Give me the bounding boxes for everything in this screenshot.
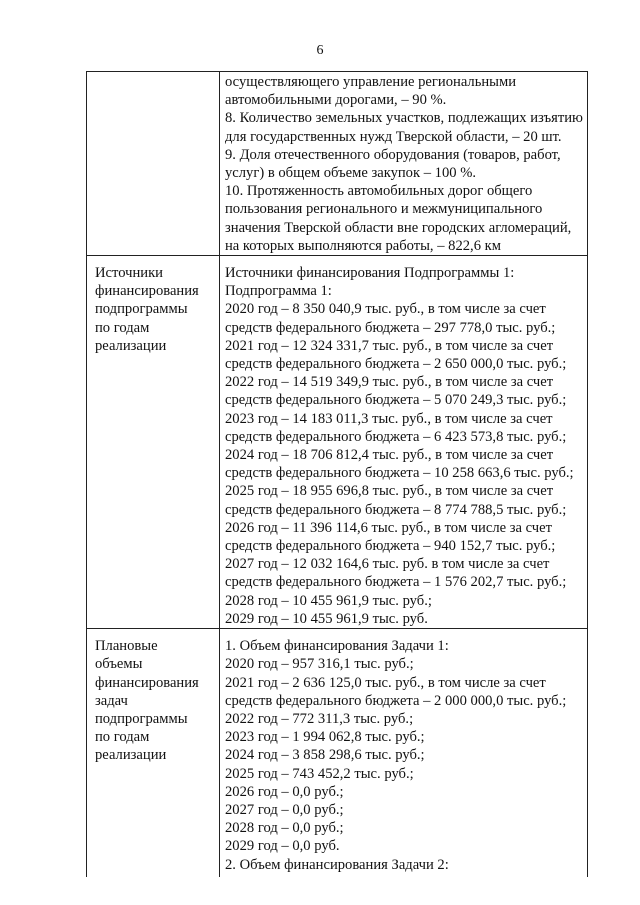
content-line: 2029 год – 0,0 руб.: [225, 838, 340, 855]
content-line: на которых выполняются работы, – 822,6 км: [225, 237, 501, 254]
content-line: 2027 год – 0,0 руб.;: [225, 801, 344, 818]
content-line: средств федерального бюджета – 5 070 249,3 тыс. руб.;: [225, 392, 567, 409]
content-line: 2026 год – 0,0 руб.;: [225, 783, 344, 800]
row-content-cell: [220, 256, 588, 629]
page-number: 6: [316, 43, 324, 58]
content-line: средств федерального бюджета – 2 000 000,0 тыс. руб.;: [225, 692, 567, 709]
content-line: 2024 год – 18 706 812,4 тыс. руб., в том числе за счет: [225, 447, 554, 464]
content-line: 2024 год – 3 858 298,6 тыс. руб.;: [225, 747, 425, 764]
content-line: средств федерального бюджета – 8 774 788,5 тыс. руб.;: [225, 501, 567, 518]
content-line: автомобильными дорогами, – 90 %.: [225, 92, 447, 109]
content-line: 1. Объем финансирования Задачи 1:: [225, 638, 449, 655]
content-line: 2025 год – 18 955 696,8 тыс. руб., в том числе за счет: [225, 483, 554, 500]
content-line: значения Тверской области вне городских агломераций,: [225, 219, 572, 236]
content-line: средств федерального бюджета – 6 423 573,8 тыс. руб.;: [225, 428, 567, 445]
content-line: 2029 год – 10 455 961,9 тыс. руб.: [225, 610, 428, 627]
content-line: средств федерального бюджета – 940 152,7 тыс. руб.;: [225, 538, 556, 555]
content-line: пользования регионального и межмуниципального: [225, 201, 543, 218]
table-row-indicators: [87, 72, 588, 256]
label-line: задач: [95, 692, 128, 709]
label-line: финансирования: [95, 283, 199, 300]
label-line: Источники: [95, 265, 163, 282]
passport-table: [86, 71, 588, 877]
content-line: 2028 год – 0,0 руб.;: [225, 820, 344, 837]
content-line: 2. Объем финансирования Задачи 2:: [225, 856, 449, 873]
content-line: 2027 год – 12 032 164,6 тыс. руб. в том числе за счет: [225, 556, 550, 573]
content-line: услуг) в общем объеме закупок – 100 %.: [225, 165, 477, 182]
content-line: осуществляющего управление региональными: [225, 74, 517, 90]
content-line: 2020 год – 957 316,1 тыс. руб.;: [225, 656, 414, 673]
table-row-funding-sources: [87, 256, 588, 629]
content-line: 2023 год – 14 183 011,3 тыс. руб., в том числе за счет: [225, 410, 553, 427]
content-line: 2020 год – 8 350 040,9 тыс. руб., в том числе за счет: [225, 301, 546, 318]
row-label-cell: [87, 256, 220, 629]
content-line: 9. Доля отечественного оборудования (товаров, работ,: [225, 146, 561, 163]
label-line: по годам: [95, 319, 150, 336]
label-line: Плановые: [95, 638, 158, 655]
content-line: 2026 год – 11 396 114,6 тыс. руб., в том числе за счет: [225, 519, 553, 536]
row-label-cell: [87, 72, 220, 256]
content-line: 2022 год – 14 519 349,9 тыс. руб., в том числе за счет: [225, 374, 554, 391]
label-line: объемы: [95, 656, 143, 673]
label-line: подпрограммы: [95, 710, 188, 727]
content-line: 2021 год – 12 324 331,7 тыс. руб., в том числе за счет: [225, 337, 554, 354]
content-line: 2025 год – 743 452,2 тыс. руб.;: [225, 765, 414, 782]
label-line: реализации: [95, 337, 167, 354]
content-line: Подпрограмма 1:: [225, 283, 332, 300]
content-line: средств федерального бюджета – 1 576 202,7 тыс. руб.;: [225, 574, 567, 591]
table-row-planned-volumes: [87, 629, 588, 878]
content-line: 2021 год – 2 636 125,0 тыс. руб., в том числе за счет: [225, 674, 546, 691]
label-line: по годам: [95, 729, 150, 746]
row-content-cell: [220, 72, 588, 256]
row-label-cell: [87, 629, 220, 878]
content-line: 2023 год – 1 994 062,8 тыс. руб.;: [225, 729, 425, 746]
content-line: для государственных нужд Тверской области, – 20 шт.: [225, 128, 562, 145]
content-line: 2022 год – 772 311,3 тыс. руб.;: [225, 710, 414, 727]
label-line: финансирования: [95, 674, 199, 691]
content-line: средств федерального бюджета – 297 778,0 тыс. руб.;: [225, 319, 556, 336]
content-line: средств федерального бюджета – 10 258 663,6 тыс. руб.;: [225, 465, 574, 482]
content-line: 2028 год – 10 455 961,9 тыс. руб.;: [225, 592, 432, 609]
content-line: 10. Протяженность автомобильных дорог общего: [225, 183, 533, 200]
content-line: средств федерального бюджета – 2 650 000,0 тыс. руб.;: [225, 356, 567, 373]
label-line: реализации: [95, 747, 167, 764]
content-line: Источники финансирования Подпрограммы 1:: [225, 265, 515, 282]
content-line: 8. Количество земельных участков, подлежащих изъятию: [225, 110, 583, 127]
label-line: подпрограммы: [95, 301, 188, 318]
row-content-cell: [220, 629, 588, 878]
